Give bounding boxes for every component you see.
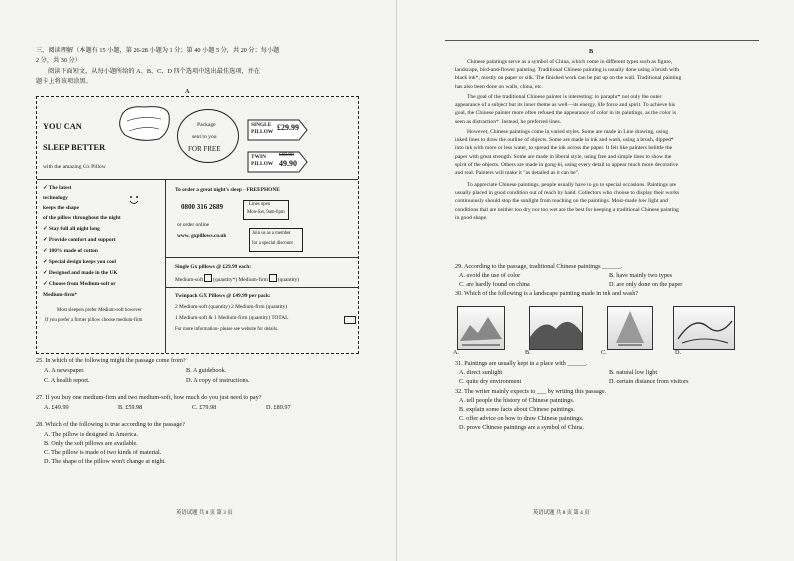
twin-old-price: £69.98 [279,152,294,158]
feature-item: Medium-firm* [43,292,78,298]
question-30: 30. Which of the following is a landscape painting made in ink and wash? [455,290,639,297]
passage-label-b: B [589,48,594,55]
feature-item: of the pillow throughout the night [43,215,121,221]
twin-order-line2: 1 Medium-soft & 1 Medium-firm (quantity) TOTAL [175,315,289,321]
twin-order-heading: Twinpack GX Pillows @ £49.99 per pack: [175,293,271,299]
top-rule [445,40,759,41]
ad-slogan-line3: with the amazing Gx Pillow [43,164,106,170]
pillow-advertisement [36,96,359,354]
option-27b[interactable]: B. £59.98 [118,404,143,411]
feature-item: ✓ Designed and made in the UK [43,270,118,276]
option-32d[interactable]: D. prove Chinese paintings are a symbol of China. [459,424,585,431]
order-online: or order online [177,222,210,228]
twin-label-2: PILLOW [251,161,274,167]
order-heading: To order a great night's sleep - FREEPHONE [175,187,280,193]
twin-label: TWIN [251,154,266,160]
twin-order-line1: 2 Medium-soft (quantity) 2 Medium-firm (quantity) [175,304,288,310]
question-29: 29. According to the passage, traditional Chinese paintings ______. [455,263,623,270]
option-30b[interactable]: B. [525,349,531,356]
right-page [397,0,794,561]
more-info: For more information- please see website for details. [175,327,279,332]
member-line1: Join us as a member [252,231,291,236]
single-label-2: PILLOW [251,129,274,135]
package-line2: sent to you [192,134,217,140]
feature-item: ✓ Provide comfort and support [43,237,116,243]
option-29d[interactable]: D. are only done on the paper [609,281,683,288]
question-32: 32. The writer mainly expects to ___ by writing this passage. [455,388,607,395]
feature-item: ✓ Special design keeps you cool [43,259,116,265]
option-29a[interactable]: A. avoid the use of color [459,272,521,279]
paragraph-2: The goal of the traditional Chinese painter is interesting: to paraphr* not only the outer appearance of a subject but its inner theme as well—its energy, life force and spirit. To achieve his goal, the Chinese painter more often refused the appearance of color in its paintings, as the color is seen as distraction*. Instead, he preferred lines. [455,94,677,125]
option-27d[interactable]: D. £89.97 [266,404,291,411]
option-30a[interactable]: A. [453,349,460,356]
option-30d[interactable]: D. [675,349,682,356]
phone-number: 0800 316 2689 [181,203,223,211]
package-line1: Package [197,122,216,128]
paragraph-4: To appreciate Chinese paintings, people usually have to go to special occasions. Paintings are usually placed in good condition out of reach by hand. Collectors who choose to display their works continuously should stop the sunlight from reaching on the paintings. Most-made low light and conditions that are neither too dry nor too wet are the best for keeping a traditional Chinese painting in good shape. [455,182,680,221]
option-28d[interactable]: D. The shape of the pillow won't change at night. [44,458,166,465]
option-29c[interactable]: C. are hardly found on china [459,281,530,288]
option-28b[interactable]: B. Only the soft pillows are available. [44,440,138,447]
passage-label-a: A [185,88,190,95]
hours-line2: Mon-Sat, 9am-6pm [247,210,285,215]
instructions-cont: 题卡上将该项涂黑。 [36,78,92,85]
option-28a[interactable]: A. The pillow is designed in America. [44,431,139,438]
option-31b[interactable]: B. natural low light [609,369,658,376]
question-27: 27. If you buy one medium-firm and two medium-soft, how much do you just need to pay? [36,394,262,401]
single-price: £29.99 [277,123,299,132]
painting-a-image[interactable] [457,306,505,350]
feature-item: technology [43,195,68,201]
page-footer-left: 英语试题 共 8 页 第 3 页 [176,510,233,516]
feature-item: ✓ The latest [43,185,72,191]
option-27a[interactable]: A. £49.99 [44,404,69,411]
pillow-illustration [115,101,173,143]
option-30c[interactable]: C. [601,349,607,356]
option-32a[interactable]: A. tell people the history of Chinese paintings. [459,397,575,404]
instructions: 阅读下面短文，从每小题所给的 A、B、C、D 四个选项中选出最佳选项，并在 [48,68,261,75]
firmness-note: Most sleepers prefer Medium-soft however [57,308,142,313]
order-form-divider [165,257,358,258]
option-25d[interactable]: D. A copy of instructions. [186,377,250,384]
twin-price: 49.90 [279,159,297,168]
painting-d-image[interactable] [673,306,735,350]
option-25b[interactable]: B. A guidebook. [186,367,227,374]
single-order-line: Medium-soft (quantity*) Medium-firm (quantity) [175,274,299,284]
single-firm-quantity-box[interactable] [269,274,277,282]
feature-item: ✓ Stay full all night long [43,226,100,232]
single-soft-quantity-box[interactable] [204,274,212,282]
smiley-icon [127,193,141,207]
feature-item: keeps the shape [43,205,79,211]
option-28c[interactable]: C. The pillow is made of two kinds of material. [44,449,162,456]
ad-column-divider [165,179,166,353]
ad-slogan-line2: SLEEP BETTER [43,143,106,152]
option-31a[interactable]: A. direct sunlight [459,369,503,376]
section-heading: 三、阅读理解（本题有 15 小题，第 26-28 小题为 1 分；第 40 小题 5 分，共 20 分；每小题 [36,47,280,54]
single-label: SINGLE [251,122,272,128]
page-footer-right: 英语试题 共 8 页 第 4 页 [533,510,590,516]
option-29b[interactable]: B. have mainly two types [609,272,673,279]
option-32b[interactable]: B. explain some facts about Chinese paintings. [459,406,575,413]
package-line3: FOR FREE [188,145,221,153]
total-box[interactable] [344,316,356,324]
option-31d[interactable]: D. certain distance from visitors [609,378,689,385]
member-line2: for a special discount [252,241,293,246]
feature-item: ✓ Choose from Medium-soft or [43,281,116,287]
question-25: 25. In which of the following might the passage come from? [36,357,186,364]
ad-divider [37,179,358,180]
paragraph-1: Chinese paintings serve as a symbol of China, which come in different types such as figure, landscape, bird-and-flower painting. Traditional Chinese painting is usually done using a brush with black ink*, mostly on paper or silk. The finished work can be put up on the wall. Traditional painting has also been done on walls, china, etc. [455,59,682,90]
hours-line1: Lines open [249,202,271,207]
option-31c[interactable]: C. quite dry environment [459,378,522,385]
paragraph-3: However, Chinese paintings come in varied styles. Some are made in Line drawing, using inked lines to draw the outline of objects. Some are made in ink and wash, using a brush, dipped* into ink with more or less water, to spread the ink across the paper. It felt like painters belittle the paper with great strength. Some are made in liberal style, using free and simple lines to show the spirit of the objects. Others are made in gong-bi, using every detail to appear much more decorative and real. Painters will make it "as detailed as it can be". [455,129,679,177]
feature-item: ✓ 100% made of cotton [43,248,98,254]
question-28: 28. Which of the following is true according to the passage? [36,421,185,428]
painting-b-image[interactable] [529,306,583,350]
question-31: 31. Paintings are usually kept in a place with ______. [455,360,588,367]
option-27c[interactable]: C. £79.98 [192,404,217,411]
website-link[interactable]: www. gxpillows.co.uk [177,233,227,239]
ad-slogan-line1: YOU CAN [43,122,82,131]
option-25c[interactable]: C. A health report. [44,377,90,384]
firmness-note-2: If you prefer a firmer pillow choose medium-firm [45,318,143,323]
option-32c[interactable]: C. offer advice on how to draw Chinese paintings. [459,415,584,422]
option-25a[interactable]: A. A newspaper. [44,367,85,374]
painting-c-image[interactable] [607,306,653,350]
single-order-heading: Single Gx pillows @ £29.99 each: [175,264,251,270]
section-heading-cont: 2 分，共 30 分） [36,57,81,64]
order-form-divider-2 [165,287,358,288]
